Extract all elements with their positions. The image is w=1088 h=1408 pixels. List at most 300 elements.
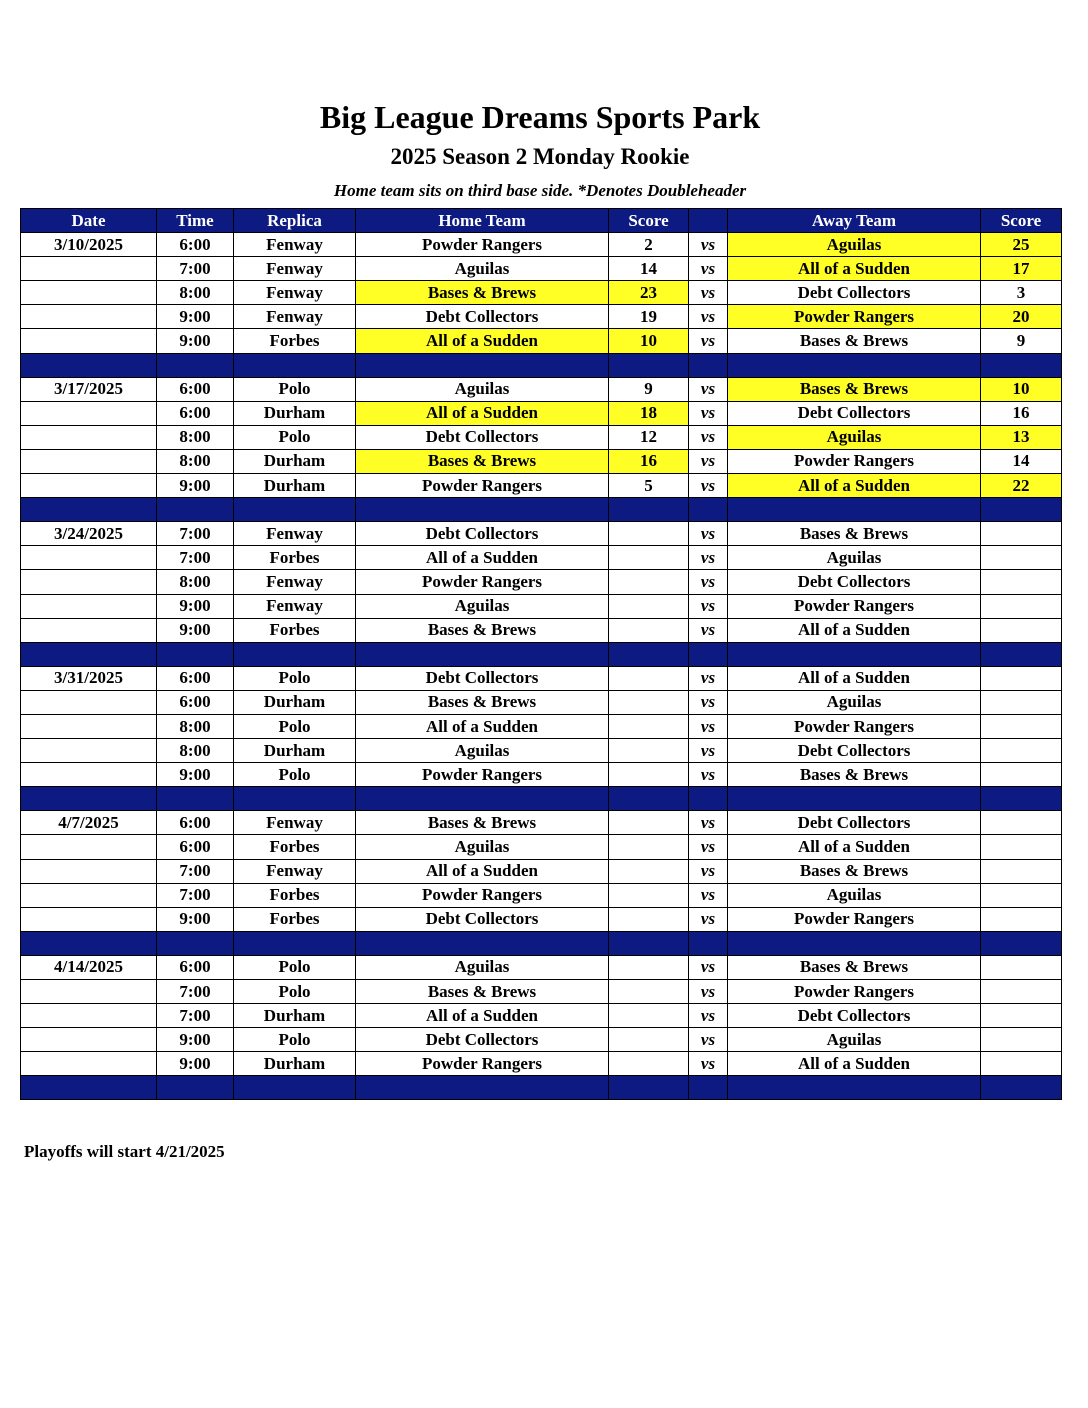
home-team-cell: Bases & Brews	[356, 811, 609, 835]
home-team-cell: Powder Rangers	[356, 570, 609, 594]
separator-cell	[609, 787, 689, 811]
time-cell: 9:00	[157, 474, 234, 498]
separator-cell	[356, 353, 609, 377]
separator-cell	[356, 931, 609, 955]
table-row	[21, 618, 1062, 642]
vs-cell: vs	[689, 281, 728, 305]
table-row	[21, 233, 1062, 257]
separator-cell	[234, 787, 356, 811]
separator-cell	[689, 642, 728, 666]
separator-cell	[689, 1076, 728, 1100]
home-score-cell	[609, 1004, 689, 1028]
home-score-cell	[609, 594, 689, 618]
away-team-cell: Debt Collectors	[728, 281, 981, 305]
away-team-cell: Aguilas	[728, 546, 981, 570]
replica-cell: Fenway	[234, 522, 356, 546]
away-score-cell: 3	[981, 281, 1062, 305]
away-score-cell	[981, 1028, 1062, 1052]
table-row	[21, 666, 1062, 690]
separator-cell	[728, 498, 981, 522]
home-score-cell: 12	[609, 425, 689, 449]
week-separator-row	[21, 498, 1062, 522]
separator-cell	[157, 931, 234, 955]
separator-cell	[356, 1076, 609, 1100]
vs-cell: vs	[689, 474, 728, 498]
time-cell: 9:00	[157, 305, 234, 329]
home-team-cell: Powder Rangers	[356, 474, 609, 498]
away-score-cell	[981, 714, 1062, 738]
separator-cell	[234, 498, 356, 522]
vs-cell: vs	[689, 1052, 728, 1076]
separator-cell	[689, 787, 728, 811]
table-row	[21, 449, 1062, 473]
schedule-body	[21, 233, 1062, 1100]
time-cell: 6:00	[157, 401, 234, 425]
vs-cell: vs	[689, 859, 728, 883]
date-cell	[21, 401, 157, 425]
away-team-cell: Powder Rangers	[728, 449, 981, 473]
separator-cell	[728, 787, 981, 811]
time-cell: 6:00	[157, 690, 234, 714]
home-team-cell: All of a Sudden	[356, 714, 609, 738]
date-cell	[21, 329, 157, 353]
away-team-cell: Aguilas	[728, 690, 981, 714]
date-cell	[21, 690, 157, 714]
home-score-cell	[609, 980, 689, 1004]
table-row	[21, 257, 1062, 281]
playoffs-note: Playoffs will start 4/21/2025	[24, 1142, 225, 1161]
time-cell: 7:00	[157, 257, 234, 281]
time-cell: 9:00	[157, 1028, 234, 1052]
home-score-cell	[609, 907, 689, 931]
week-separator-row	[21, 931, 1062, 955]
separator-cell	[981, 787, 1062, 811]
away-team-cell: Bases & Brews	[728, 763, 981, 787]
replica-cell: Fenway	[234, 233, 356, 257]
time-cell: 8:00	[157, 449, 234, 473]
date-cell	[21, 570, 157, 594]
replica-cell: Durham	[234, 474, 356, 498]
replica-cell: Fenway	[234, 811, 356, 835]
col-home-team: Home Team	[356, 209, 609, 233]
date-cell	[21, 835, 157, 859]
col-vs	[689, 209, 728, 233]
separator-cell	[609, 931, 689, 955]
table-row	[21, 1004, 1062, 1028]
vs-cell: vs	[689, 233, 728, 257]
vs-cell: vs	[689, 907, 728, 931]
vs-cell: vs	[689, 401, 728, 425]
home-score-cell: 16	[609, 449, 689, 473]
time-cell: 6:00	[157, 666, 234, 690]
separator-cell	[21, 787, 157, 811]
home-score-cell	[609, 714, 689, 738]
separator-cell	[157, 498, 234, 522]
week-separator-row	[21, 642, 1062, 666]
home-team-cell: Bases & Brews	[356, 281, 609, 305]
time-cell: 8:00	[157, 570, 234, 594]
time-cell: 7:00	[157, 546, 234, 570]
home-score-cell: 23	[609, 281, 689, 305]
week-separator-row	[21, 353, 1062, 377]
col-away-score: Score	[981, 209, 1062, 233]
date-cell: 3/10/2025	[21, 233, 157, 257]
away-score-cell: 9	[981, 329, 1062, 353]
away-score-cell	[981, 522, 1062, 546]
away-score-cell: 22	[981, 474, 1062, 498]
replica-cell: Fenway	[234, 594, 356, 618]
home-team-cell: Bases & Brews	[356, 449, 609, 473]
replica-cell: Fenway	[234, 257, 356, 281]
away-team-cell: Debt Collectors	[728, 570, 981, 594]
vs-cell: vs	[689, 980, 728, 1004]
away-team-cell: Bases & Brews	[728, 329, 981, 353]
home-team-cell: Aguilas	[356, 377, 609, 401]
home-team-cell: All of a Sudden	[356, 1004, 609, 1028]
vs-cell: vs	[689, 329, 728, 353]
away-score-cell: 16	[981, 401, 1062, 425]
separator-cell	[234, 1076, 356, 1100]
page-title: Big League Dreams Sports Park	[319, 99, 761, 135]
replica-cell: Durham	[234, 401, 356, 425]
home-score-cell	[609, 955, 689, 979]
away-score-cell	[981, 907, 1062, 931]
home-score-cell	[609, 763, 689, 787]
col-home-score: Score	[609, 209, 689, 233]
date-cell	[21, 1028, 157, 1052]
table-row	[21, 980, 1062, 1004]
table-row	[21, 1028, 1062, 1052]
home-team-cell: Aguilas	[356, 739, 609, 763]
time-cell: 9:00	[157, 1052, 234, 1076]
home-score-cell	[609, 859, 689, 883]
away-score-cell: 20	[981, 305, 1062, 329]
vs-cell: vs	[689, 739, 728, 763]
separator-cell	[728, 931, 981, 955]
date-cell	[21, 618, 157, 642]
vs-cell: vs	[689, 835, 728, 859]
home-team-cell: Powder Rangers	[356, 763, 609, 787]
vs-cell: vs	[689, 594, 728, 618]
away-score-cell: 25	[981, 233, 1062, 257]
separator-cell	[157, 1076, 234, 1100]
separator-cell	[21, 1076, 157, 1100]
separator-cell	[728, 1076, 981, 1100]
home-team-cell: All of a Sudden	[356, 859, 609, 883]
away-team-cell: Debt Collectors	[728, 1004, 981, 1028]
time-cell: 6:00	[157, 835, 234, 859]
date-cell	[21, 980, 157, 1004]
home-score-cell	[609, 883, 689, 907]
away-score-cell	[981, 594, 1062, 618]
time-cell: 9:00	[157, 907, 234, 931]
time-cell: 6:00	[157, 377, 234, 401]
separator-cell	[157, 353, 234, 377]
separator-cell	[21, 498, 157, 522]
home-score-cell	[609, 570, 689, 594]
separator-cell	[356, 642, 609, 666]
separator-cell	[234, 353, 356, 377]
home-team-cell: Aguilas	[356, 955, 609, 979]
away-score-cell	[981, 1052, 1062, 1076]
vs-cell: vs	[689, 811, 728, 835]
table-row	[21, 594, 1062, 618]
home-team-cell: Powder Rangers	[356, 883, 609, 907]
time-cell: 7:00	[157, 1004, 234, 1028]
replica-cell: Durham	[234, 739, 356, 763]
table-row	[21, 281, 1062, 305]
time-cell: 7:00	[157, 522, 234, 546]
home-team-cell: Aguilas	[356, 257, 609, 281]
week-separator-row	[21, 1076, 1062, 1100]
time-cell: 7:00	[157, 980, 234, 1004]
table-row	[21, 401, 1062, 425]
away-team-cell: Debt Collectors	[728, 811, 981, 835]
time-cell: 6:00	[157, 233, 234, 257]
separator-cell	[21, 353, 157, 377]
away-score-cell	[981, 690, 1062, 714]
separator-cell	[356, 498, 609, 522]
home-score-cell	[609, 811, 689, 835]
time-cell: 9:00	[157, 329, 234, 353]
col-replica: Replica	[234, 209, 356, 233]
replica-cell: Forbes	[234, 329, 356, 353]
time-cell: 9:00	[157, 594, 234, 618]
away-team-cell: Bases & Brews	[728, 859, 981, 883]
date-cell	[21, 305, 157, 329]
separator-cell	[356, 787, 609, 811]
home-score-cell: 2	[609, 233, 689, 257]
away-score-cell	[981, 570, 1062, 594]
vs-cell: vs	[689, 1028, 728, 1052]
separator-cell	[234, 931, 356, 955]
home-score-cell: 19	[609, 305, 689, 329]
col-away-team: Away Team	[728, 209, 981, 233]
separator-cell	[21, 931, 157, 955]
separator-cell	[689, 931, 728, 955]
away-team-cell: Bases & Brews	[728, 377, 981, 401]
date-cell	[21, 1052, 157, 1076]
vs-cell: vs	[689, 522, 728, 546]
away-team-cell: Debt Collectors	[728, 739, 981, 763]
separator-cell	[728, 642, 981, 666]
date-cell: 4/7/2025	[21, 811, 157, 835]
away-score-cell: 17	[981, 257, 1062, 281]
table-row	[21, 907, 1062, 931]
home-team-cell: Debt Collectors	[356, 907, 609, 931]
separator-cell	[981, 642, 1062, 666]
home-score-cell: 14	[609, 257, 689, 281]
replica-cell: Polo	[234, 377, 356, 401]
vs-cell: vs	[689, 377, 728, 401]
replica-cell: Polo	[234, 666, 356, 690]
replica-cell: Polo	[234, 1028, 356, 1052]
vs-cell: vs	[689, 690, 728, 714]
header-row	[21, 209, 1062, 233]
date-cell: 3/24/2025	[21, 522, 157, 546]
away-team-cell: Aguilas	[728, 233, 981, 257]
vs-cell: vs	[689, 955, 728, 979]
away-score-cell	[981, 1004, 1062, 1028]
replica-cell: Polo	[234, 955, 356, 979]
home-team-cell: Debt Collectors	[356, 666, 609, 690]
home-score-cell	[609, 618, 689, 642]
home-score-cell	[609, 690, 689, 714]
home-team-cell: All of a Sudden	[356, 329, 609, 353]
replica-cell: Durham	[234, 1052, 356, 1076]
home-team-cell: Bases & Brews	[356, 690, 609, 714]
home-score-cell	[609, 1052, 689, 1076]
home-team-cell: Debt Collectors	[356, 425, 609, 449]
vs-cell: vs	[689, 618, 728, 642]
time-cell: 7:00	[157, 859, 234, 883]
vs-cell: vs	[689, 714, 728, 738]
away-team-cell: All of a Sudden	[728, 666, 981, 690]
home-score-cell: 18	[609, 401, 689, 425]
home-score-cell	[609, 835, 689, 859]
time-cell: 8:00	[157, 281, 234, 305]
away-score-cell	[981, 666, 1062, 690]
separator-cell	[609, 1076, 689, 1100]
separator-cell	[981, 498, 1062, 522]
vs-cell: vs	[689, 883, 728, 907]
home-team-cell: Aguilas	[356, 835, 609, 859]
away-score-cell	[981, 835, 1062, 859]
away-team-cell: All of a Sudden	[728, 1052, 981, 1076]
replica-cell: Fenway	[234, 570, 356, 594]
separator-cell	[981, 353, 1062, 377]
replica-cell: Polo	[234, 980, 356, 1004]
home-team-cell: Powder Rangers	[356, 233, 609, 257]
time-cell: 8:00	[157, 714, 234, 738]
separator-cell	[689, 498, 728, 522]
replica-cell: Fenway	[234, 305, 356, 329]
replica-cell: Fenway	[234, 281, 356, 305]
away-score-cell	[981, 739, 1062, 763]
replica-cell: Forbes	[234, 835, 356, 859]
separator-cell	[609, 642, 689, 666]
table-row	[21, 859, 1062, 883]
home-team-cell: Debt Collectors	[356, 522, 609, 546]
replica-cell: Durham	[234, 449, 356, 473]
home-score-cell	[609, 666, 689, 690]
time-cell: 9:00	[157, 618, 234, 642]
away-score-cell	[981, 546, 1062, 570]
table-row	[21, 1052, 1062, 1076]
replica-cell: Durham	[234, 1004, 356, 1028]
replica-cell: Polo	[234, 714, 356, 738]
away-team-cell: Powder Rangers	[728, 714, 981, 738]
away-score-cell	[981, 955, 1062, 979]
schedule-table	[20, 208, 1062, 1100]
away-team-cell: Powder Rangers	[728, 305, 981, 329]
date-cell	[21, 474, 157, 498]
col-date: Date	[21, 209, 157, 233]
separator-cell	[157, 787, 234, 811]
week-separator-row	[21, 787, 1062, 811]
table-row	[21, 690, 1062, 714]
vs-cell: vs	[689, 666, 728, 690]
vs-cell: vs	[689, 425, 728, 449]
date-cell	[21, 546, 157, 570]
time-cell: 7:00	[157, 883, 234, 907]
separator-cell	[689, 353, 728, 377]
time-cell: 6:00	[157, 811, 234, 835]
date-cell	[21, 859, 157, 883]
date-cell	[21, 594, 157, 618]
home-score-cell	[609, 739, 689, 763]
away-team-cell: Powder Rangers	[728, 907, 981, 931]
home-team-cell: Bases & Brews	[356, 980, 609, 1004]
date-cell: 3/31/2025	[21, 666, 157, 690]
away-score-cell	[981, 763, 1062, 787]
away-team-cell: Powder Rangers	[728, 980, 981, 1004]
away-team-cell: Aguilas	[728, 1028, 981, 1052]
replica-cell: Forbes	[234, 907, 356, 931]
table-row	[21, 377, 1062, 401]
vs-cell: vs	[689, 449, 728, 473]
separator-cell	[981, 931, 1062, 955]
home-team-cell: All of a Sudden	[356, 546, 609, 570]
away-team-cell: Powder Rangers	[728, 594, 981, 618]
home-team-cell: Aguilas	[356, 594, 609, 618]
vs-cell: vs	[689, 763, 728, 787]
vs-cell: vs	[689, 546, 728, 570]
table-row	[21, 329, 1062, 353]
table-row	[21, 546, 1062, 570]
separator-cell	[157, 642, 234, 666]
table-row	[21, 883, 1062, 907]
time-cell: 8:00	[157, 739, 234, 763]
table-row	[21, 305, 1062, 329]
table-row	[21, 811, 1062, 835]
separator-cell	[728, 353, 981, 377]
away-team-cell: Bases & Brews	[728, 955, 981, 979]
home-team-cell: Bases & Brews	[356, 618, 609, 642]
home-team-cell: All of a Sudden	[356, 401, 609, 425]
table-row	[21, 522, 1062, 546]
col-time: Time	[157, 209, 234, 233]
time-cell: 8:00	[157, 425, 234, 449]
away-team-cell: All of a Sudden	[728, 835, 981, 859]
separator-cell	[234, 642, 356, 666]
separator-cell	[609, 498, 689, 522]
vs-cell: vs	[689, 305, 728, 329]
table-row	[21, 955, 1062, 979]
home-team-cell: Debt Collectors	[356, 1028, 609, 1052]
date-cell	[21, 449, 157, 473]
home-team-cell: Powder Rangers	[356, 1052, 609, 1076]
replica-cell: Forbes	[234, 883, 356, 907]
away-score-cell: 14	[981, 449, 1062, 473]
replica-cell: Polo	[234, 425, 356, 449]
away-score-cell	[981, 980, 1062, 1004]
separator-cell	[21, 642, 157, 666]
home-score-cell	[609, 1028, 689, 1052]
replica-cell: Fenway	[234, 859, 356, 883]
table-row	[21, 570, 1062, 594]
replica-cell: Polo	[234, 763, 356, 787]
separator-cell	[981, 1076, 1062, 1100]
date-cell	[21, 714, 157, 738]
away-team-cell: All of a Sudden	[728, 257, 981, 281]
away-score-cell	[981, 859, 1062, 883]
home-score-cell	[609, 546, 689, 570]
date-cell: 4/14/2025	[21, 955, 157, 979]
away-score-cell: 13	[981, 425, 1062, 449]
table-row	[21, 474, 1062, 498]
date-cell	[21, 907, 157, 931]
